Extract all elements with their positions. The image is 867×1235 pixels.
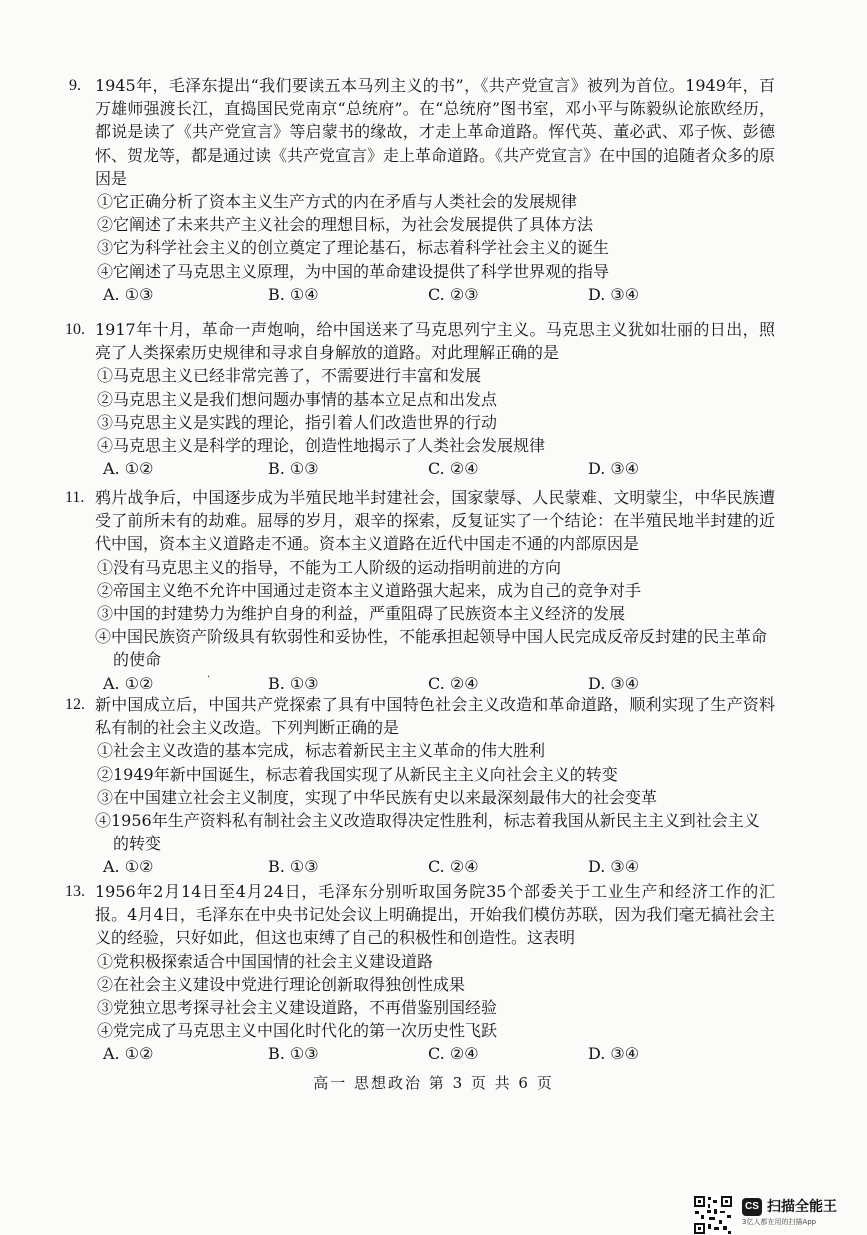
question-stem [65,693,775,739]
question-12 [65,693,775,879]
option-d[interactable]: D. ③④ [588,1044,640,1064]
option-d[interactable]: D. ③④ [588,459,640,479]
question-11 [65,486,775,696]
option-a[interactable]: A. ①② [103,459,154,479]
option-b[interactable]: B. ①③ [268,857,319,877]
scanner-watermark [693,1195,853,1226]
question-number: 10. [65,321,85,338]
statement-2: ②在社会主义建设中党进行理论创新取得独创性成果 [97,974,466,994]
page-footer: 高一 思想政治 第 3 页 共 6 页 [313,1074,554,1092]
question-text: 1917年十月，革命一声炮响，给中国送来了马克思列宁主义。马克思主义犹如壮丽的日出，照亮了人类探索历史规律和寻求自身解放的道路。对此理解正确的是 [95,320,775,363]
question-number: 9. [69,77,81,94]
option-c[interactable]: C. ②④ [428,1044,479,1064]
question-stem [65,880,775,950]
statement-1: ①马克思主义已经非常完善了，不需要进行丰富和发展 [97,366,482,386]
answer-options [95,855,775,879]
statement-3: ③党独立思考探寻社会主义建设道路，不再借鉴别国经验 [97,998,498,1018]
option-c[interactable]: C. ②③ [428,284,479,304]
question-number: 11. [65,489,85,506]
statement-2: ②马克思主义是我们想问题办事情的基本立足点和出发点 [97,389,498,409]
question-text: 新中国成立后，中国共产党探索了具有中国特色社会主义改造和革命道路，顺利实现了生产资料私有制的社会主义改造。下列判断正确的是 [95,695,775,738]
statement-3: ③它为科学社会主义的创立奠定了理论基石，标志着科学社会主义的诞生 [97,238,610,258]
option-a[interactable]: A. ①② [103,1044,154,1064]
option-d[interactable]: D. ③④ [588,857,640,877]
question-number: 12. [65,696,85,713]
option-c[interactable]: C. ②④ [428,459,479,479]
option-d[interactable]: D. ③④ [588,673,640,693]
scanner-logo-badge: CS [742,1198,762,1216]
statement-1: ①党积极探索适合中国国情的社会主义建设道路 [97,951,434,971]
statement-2: ②帝国主义绝不允许中国通过走资本主义道路强大起来，成为自己的竞争对手 [97,580,642,600]
statement-4: ④党完成了马克思主义中国化时代化的第一次历史性飞跃 [97,1021,498,1041]
question-text: 1945年，毛泽东提出“我们要读五本马列主义的书”，《共产党宣言》被列为首位。1949年，百万雄师强渡长江，直捣国民党南京“总统府”。在“总统府”图书室，邓小平与陈毅纵论旅欧经历，都说是读了《共产党宣言》等启蒙书的缘故，才走上革命道路。恽代英、董必武、邓子恢、彭德怀、贺龙等，都是通过读《共产党宣言》走上革命道路。《共产党宣言》在中国的追随者众多的原因是 [95,76,776,188]
question-13 [65,880,775,1066]
question-9 [69,74,776,307]
statement-1: ①它正确分析了资本主义生产方式的内在矛盾与人类社会的发展规律 [97,192,578,212]
statement-4: ④中国民族资产阶级具有软弱性和妥协性，不能承担起领导中国人民完成反帝反封建的民主革命的使命 [95,627,768,670]
qr-code-icon [693,1195,733,1235]
scanner-app-name: 扫描全能王 [767,1199,837,1215]
option-b[interactable]: B. ①④ [268,284,319,304]
question-text: 鸦片战争后，中国逐步成为半殖民地半封建社会，国家蒙辱、人民蒙难、文明蒙尘，中华民族遭受了前所未有的劫难。屈辱的岁月，艰辛的探索，反复证实了一个结论：在半殖民地半封建的近代中国，资本主义道路走不通。资本主义道路在近代中国走不通的内部原因是 [95,488,775,554]
scanner-tagline: 3亿人都在用的扫描App [742,1218,817,1226]
option-c[interactable]: C. ②④ [428,673,479,693]
question-10 [65,318,775,481]
statement-1: ①社会主义改造的基本完成，标志着新民主主义革命的伟大胜利 [97,741,546,761]
option-c[interactable]: C. ②④ [428,857,479,877]
statement-4: ④它阐述了马克思主义原理，为中国的革命建设提供了科学世界观的指导 [97,261,610,281]
answer-options [95,283,775,307]
statement-3: ③在中国建立社会主义制度，实现了中华民族有史以来最深刻最伟大的社会变革 [97,787,658,807]
statement-2: ②1949年新中国诞生，标志着我国实现了从新民主主义向社会主义的转变 [97,764,618,784]
statement-3: ③马克思主义是实践的理论，指引着人们改造世界的行动 [97,412,498,432]
question-number: 13. [65,883,85,900]
statement-4: ④1956年生产资料私有制社会主义改造取得决定性胜利，标志着我国从新民主主义到社会主义的转变 [95,811,760,854]
answer-options [95,457,775,481]
question-stem [65,318,775,364]
question-text: 1956年2月14日至4月24日，毛泽东分别听取国务院35个部委关于工业生产和经济工作的汇报。4月4日，毛泽东在中央书记处会议上明确提出，开始我们模仿苏联，因为我们毫无搞社会主义的经验，只好如此，但这也束缚了自己的积极性和创造性。这表明 [95,882,775,948]
option-a[interactable]: A. ①② [103,857,154,877]
statement-3: ③中国的封建势力为维护自身的利益，严重阻碍了民族资本主义经济的发展 [97,604,626,624]
answer-options [95,1042,775,1066]
option-a[interactable]: A. ①③ [103,284,154,304]
option-d[interactable]: D. ③④ [588,284,640,304]
stray-mark: · [207,672,211,683]
question-stem [65,486,775,556]
statement-2: ②它阐述了未来共产主义社会的理想目标，为社会发展提供了具体方法 [97,215,594,235]
option-b[interactable]: B. ①③ [268,1044,319,1064]
statement-4: ④马克思主义是科学的理论，创造性地揭示了人类社会发展规律 [97,436,546,456]
option-a[interactable]: A. ①② [103,673,154,693]
question-stem [69,74,776,190]
option-b[interactable]: B. ①③ [268,673,319,693]
option-b[interactable]: B. ①③ [268,459,319,479]
statement-1: ①没有马克思主义的指导，不能为工人阶级的运动指明前进的方向 [97,557,562,577]
